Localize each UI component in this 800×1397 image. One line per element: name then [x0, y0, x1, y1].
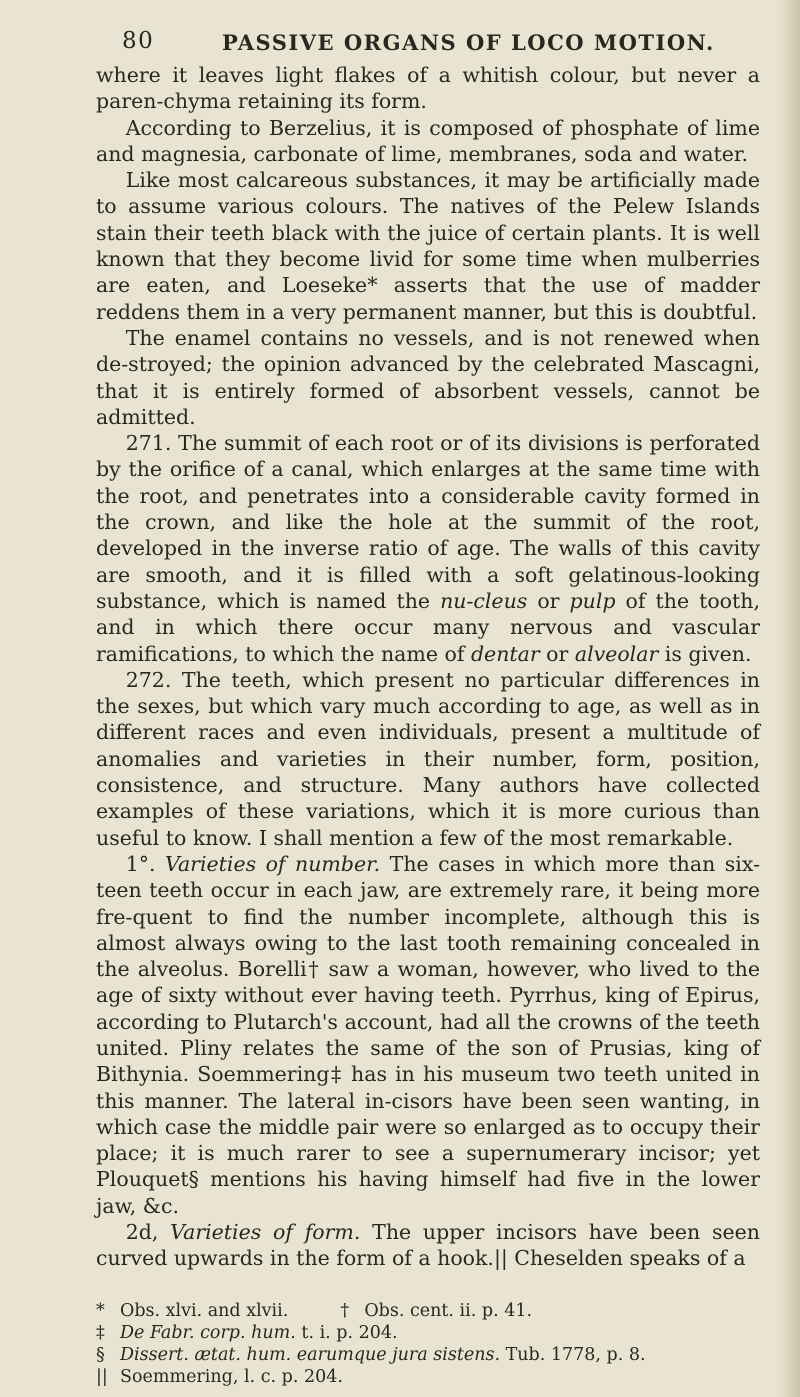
term-pulp: pulp	[569, 588, 616, 613]
footnote-title: De Fabr. corp. hum.	[120, 1322, 296, 1343]
footnote-title: Dissert. ætat. hum. earumque jura sistens.	[120, 1344, 501, 1365]
page-number: 80	[122, 28, 155, 54]
footnote-row	[96, 1322, 760, 1344]
paragraph: According to Berzelius, it is composed of phosphate of lime and magnesia, carbonate of lime, membranes, soda and water.	[96, 115, 760, 166]
paragraph-varieties-number	[96, 851, 760, 1219]
section-heading: Varieties of form.	[170, 1220, 361, 1245]
footnote-row	[96, 1300, 760, 1322]
footnote-mark: ||	[96, 1366, 108, 1387]
footnotes	[96, 1300, 760, 1388]
text: Tub. 1778, p. 8.	[500, 1344, 646, 1365]
text: 1°.	[125, 851, 166, 876]
section-heading: Varieties of number.	[165, 851, 381, 876]
footnote-mark: †	[340, 1300, 350, 1321]
footnote-text: Obs. cent. ii. p. 41.	[364, 1300, 533, 1321]
paragraph-271	[96, 430, 760, 667]
text: 2d,	[125, 1220, 171, 1245]
paragraph: where it leaves light flakes of a whitish colour, but never a paren-chyma retaining its form.	[96, 63, 760, 114]
footnote-row	[96, 1366, 760, 1388]
footnote-text	[120, 1322, 398, 1344]
text: or	[539, 641, 575, 666]
footnote-mark: ‡	[96, 1322, 105, 1343]
footnote-text: Soemmering, l. c. p. 204.	[120, 1366, 343, 1387]
paragraph-272: 272. The teeth, which present no particular differences in the sexes, but which vary much according to age, as well as in different races and even individuals, present a multitude of anomalies and varieties in their number, form, position, consistence, and structure. Many authors have collected examples of these variations, which it is more curious than useful to know. I shall mention a few of the most remarkable.	[96, 667, 760, 850]
term-nucleus: nu-cleus	[440, 588, 528, 613]
text: The cases in which more than six-teen teeth occur in each jaw, are extremely rare, it being more fre-quent to find the number incomplete, although this is almost always owing to the last tooth remaining concealed in the alveolus. Borelli† saw a woman, however, who lived to the age of sixty without ever having teeth. Pyrrhus, king of Epirus, according to Plutarch's account, had all the crowns of the teeth united. Pliny relates the same of the son of Prusias, king of Bithynia. Soemmering‡ has in his museum two teeth united in this manner. The lateral in-cisors have been seen wanting, in which case the middle pair were so enlarged as to occupy their place; it is much rarer to see a supernumerary incisor; yet Plouquet§ mentions his having himself had five in the lower jaw, &c.	[96, 851, 760, 1218]
page-header	[96, 22, 760, 62]
term-alveolar: alveolar	[574, 641, 659, 666]
text: 271. The summit of each root or of its divisions is perforated by the orifice of a canal, which enlarges at the same time with the root, and penetrates into a considerable cavity formed in the crown, and like the hole at the summit of the root, developed in the inverse ratio of age. The walls of this cavity are smooth, and it is filled with a soft gelatinous-looking substance, which is named the	[96, 431, 760, 613]
footnote-row	[96, 1344, 760, 1366]
paragraph: Like most calcareous substances, it may be artificially made to assume various colours. The natives of the Pelew Islands stain their teeth black with the juice of certain plants. It is well known that they become livid for some time when mulberries are eaten, and Loeseke* asserts that the use of madder reddens them in a very permanent manner, but this is doubtful.	[96, 168, 760, 324]
text: or	[527, 588, 570, 613]
page-body	[96, 62, 760, 1272]
footnote-mark: §	[96, 1344, 105, 1365]
paragraph: The enamel contains no vessels, and is not renewed when de-stroyed; the opinion advanced by the celebrated Mascagni, that it is entirely formed of absorbent vessels, cannot be admitted.	[96, 325, 760, 429]
text: The upper incisors have been seen curved upwards in the form of a hook.|| Cheselden speaks of a	[96, 1220, 761, 1271]
term-dentar: dentar	[470, 641, 540, 666]
footnote-mark: *	[96, 1300, 105, 1321]
text: of the tooth, and in which there occur many nervous and vascular ramifications, to which the name of	[96, 588, 760, 666]
paragraph-varieties-form	[96, 1219, 760, 1272]
text: t. i. p. 204.	[295, 1322, 398, 1343]
running-title: PASSIVE ORGANS OF LOCO MOTION.	[222, 30, 715, 55]
footnote-text: Obs. xlvi. and xlvii.	[120, 1300, 289, 1321]
footnote-text	[120, 1344, 646, 1366]
text: is given.	[658, 641, 752, 666]
